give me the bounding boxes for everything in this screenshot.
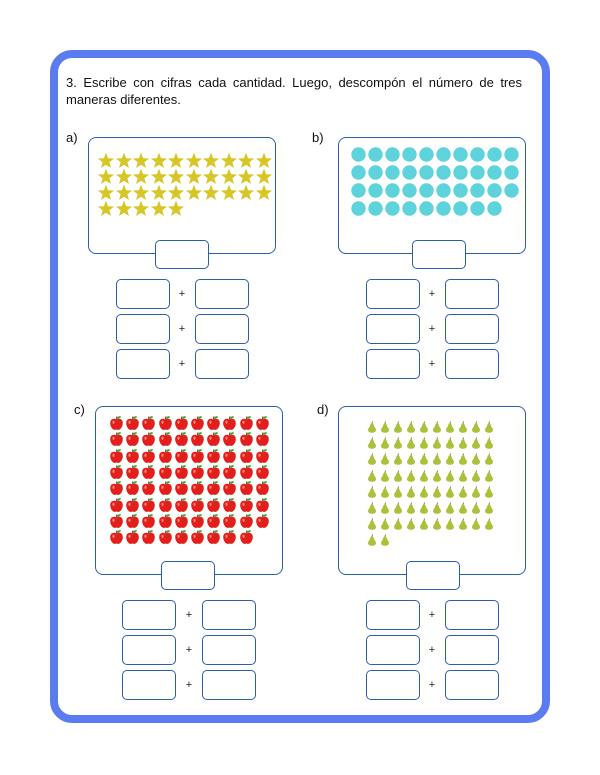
circle-icon (351, 183, 366, 203)
problem-d-row2-plus: + (428, 644, 436, 656)
apple-icon (109, 529, 124, 550)
problem-c-number-box[interactable] (161, 561, 215, 590)
problem-a-row1-plus: + (178, 288, 186, 300)
circle-icon (436, 201, 451, 221)
problem-a-number-box[interactable] (155, 240, 209, 269)
pear-icon (392, 516, 404, 537)
problem-b-row3-plus: + (428, 358, 436, 370)
instruction-text: 3. Escribe con cifras cada cantidad. Luego, descompón el número de tres maneras diferentes. (66, 75, 522, 107)
problem-a-row3-plus: + (178, 358, 186, 370)
problem-c-row3-right-box[interactable] (202, 670, 256, 700)
problem-a-label: a) (66, 130, 78, 145)
problem-d-row3-plus: + (428, 679, 436, 691)
problem-d-row1-plus: + (428, 609, 436, 621)
apple-icon (239, 529, 254, 550)
pear-icon (366, 532, 378, 553)
pear-icon (470, 516, 482, 537)
problem-d-row1-left-box[interactable] (366, 600, 420, 630)
problem-d-row3-right-box[interactable] (445, 670, 499, 700)
circle-icon (504, 147, 519, 167)
problem-d-row1-right-box[interactable] (445, 600, 499, 630)
problem-d-row3-left-box[interactable] (366, 670, 420, 700)
problem-c-row1-right-box[interactable] (202, 600, 256, 630)
circle-icon (470, 183, 485, 203)
circle-icon (453, 147, 468, 167)
apple-icon (206, 529, 221, 550)
problem-a-row3-left-box[interactable] (116, 349, 170, 379)
circle-icon (470, 165, 485, 185)
star-icon (97, 200, 115, 222)
pear-icon (431, 516, 443, 537)
problem-b-row1-left-box[interactable] (366, 279, 420, 309)
problem-b-row2-right-box[interactable] (445, 314, 499, 344)
circle-icon (487, 165, 502, 185)
circle-icon (402, 201, 417, 221)
problem-a-row2-left-box[interactable] (116, 314, 170, 344)
star-icon (255, 184, 273, 206)
circle-icon (504, 165, 519, 185)
circle-icon (351, 201, 366, 221)
problem-c-row2-right-box[interactable] (202, 635, 256, 665)
star-icon (167, 200, 185, 222)
circle-icon (453, 165, 468, 185)
circle-icon (351, 165, 366, 185)
problem-b-label: b) (312, 130, 324, 145)
circle-icon (419, 183, 434, 203)
problem-d-row2-right-box[interactable] (445, 635, 499, 665)
apple-icon (141, 529, 156, 550)
problem-c-row2-plus: + (185, 644, 193, 656)
problem-a-row1-left-box[interactable] (116, 279, 170, 309)
problem-d-label: d) (317, 402, 329, 417)
circle-icon (385, 165, 400, 185)
problem-d-row2-left-box[interactable] (366, 635, 420, 665)
problem-c-row1-left-box[interactable] (122, 600, 176, 630)
circle-icon (487, 147, 502, 167)
problem-a-row1-right-box[interactable] (195, 279, 249, 309)
apple-icon (255, 513, 270, 534)
apple-icon (222, 529, 237, 550)
star-icon (220, 184, 238, 206)
circle-icon (368, 147, 383, 167)
circle-icon (419, 147, 434, 167)
circle-icon (419, 165, 434, 185)
problem-c-label: c) (74, 402, 85, 417)
star-icon (115, 200, 133, 222)
circle-icon (436, 147, 451, 167)
circle-icon (436, 165, 451, 185)
circle-icon (504, 183, 519, 203)
pear-icon (418, 516, 430, 537)
pear-icon (379, 532, 391, 553)
circle-icon (436, 183, 451, 203)
apple-icon (125, 529, 140, 550)
problem-b-row3-left-box[interactable] (366, 349, 420, 379)
circle-icon (385, 201, 400, 221)
circle-icon (368, 201, 383, 221)
star-icon (237, 184, 255, 206)
problem-b-row2-left-box[interactable] (366, 314, 420, 344)
star-icon (150, 200, 168, 222)
problem-b-row1-plus: + (428, 288, 436, 300)
circle-icon (402, 183, 417, 203)
circle-icon (487, 183, 502, 203)
problem-c-row3-left-box[interactable] (122, 670, 176, 700)
problem-a-row2-plus: + (178, 323, 186, 335)
problem-b-number-box[interactable] (412, 240, 466, 269)
pear-icon (457, 516, 469, 537)
circle-icon (402, 147, 417, 167)
problem-c-row3-plus: + (185, 679, 193, 691)
problem-a-row3-right-box[interactable] (195, 349, 249, 379)
apple-icon (190, 529, 205, 550)
circle-icon (368, 183, 383, 203)
circle-icon (368, 165, 383, 185)
circle-icon (402, 165, 417, 185)
circle-icon (453, 201, 468, 221)
circle-icon (385, 183, 400, 203)
circle-icon (385, 147, 400, 167)
pear-icon (444, 516, 456, 537)
circle-icon (470, 147, 485, 167)
star-icon (132, 200, 150, 222)
circle-icon (419, 201, 434, 221)
star-icon (185, 184, 203, 206)
problem-d-number-box[interactable] (406, 561, 460, 590)
problem-c-row2-left-box[interactable] (122, 635, 176, 665)
problem-c-row1-plus: + (185, 609, 193, 621)
pear-icon (405, 516, 417, 537)
pear-icon (483, 516, 495, 537)
problem-b-row1-right-box[interactable] (445, 279, 499, 309)
circle-icon (470, 201, 485, 221)
problem-b-row2-plus: + (428, 323, 436, 335)
apple-icon (158, 529, 173, 550)
circle-icon (487, 201, 502, 221)
star-icon (202, 184, 220, 206)
problem-a-row2-right-box[interactable] (195, 314, 249, 344)
circle-icon (453, 183, 468, 203)
circle-icon (351, 147, 366, 167)
apple-icon (174, 529, 189, 550)
problem-b-row3-right-box[interactable] (445, 349, 499, 379)
